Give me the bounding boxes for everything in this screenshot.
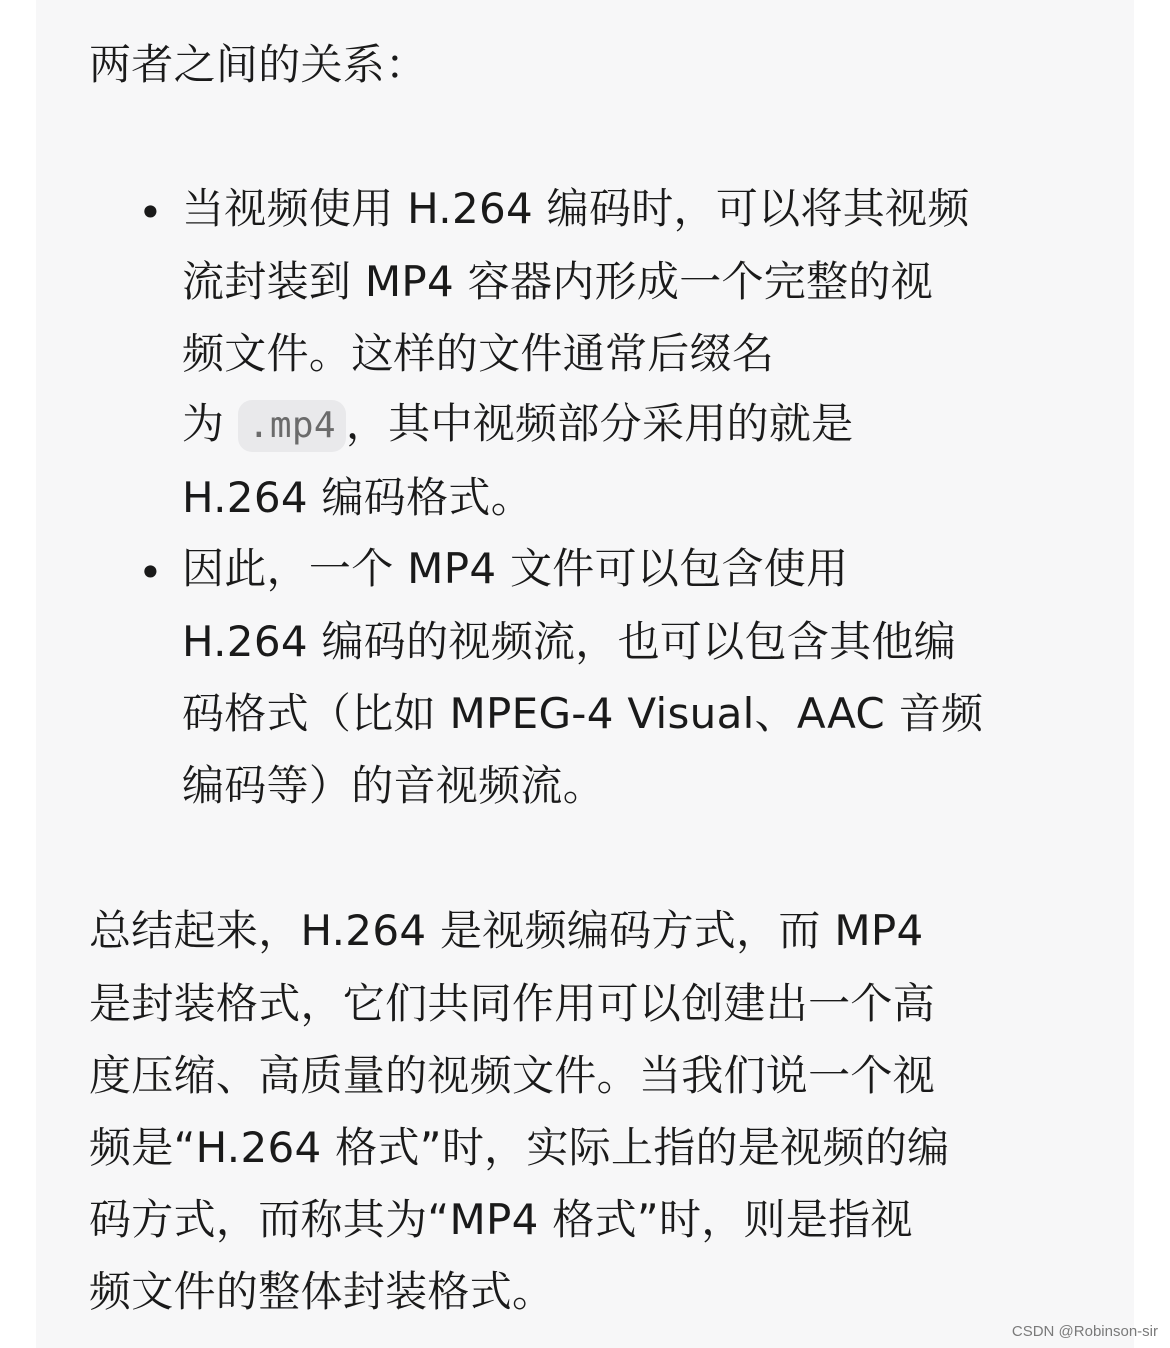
bullet-1-line-4-prefix: 为 bbox=[182, 399, 238, 448]
bullet-marker: • bbox=[138, 548, 163, 597]
summary-line-3: 度压缩、高质量的视频文件。当我们说一个视 bbox=[89, 1051, 936, 1100]
bullet-2-line-4: 编码等）的音视频流。 bbox=[182, 761, 606, 810]
bullet-1-line-4-suffix: ，其中视频部分采用的就是 bbox=[345, 399, 854, 448]
summary-line-1: 总结起来，H.264 是视频编码方式，而 MP4 bbox=[89, 906, 924, 955]
message-card bbox=[36, 0, 1134, 1348]
csdn-watermark: CSDN @Robinson-sir bbox=[1011, 1323, 1158, 1340]
bullet-2-line-2: H.264 编码的视频流，也可以包含其他编 bbox=[182, 617, 957, 666]
inline-code: .mp4 bbox=[238, 400, 346, 452]
bullet-1-line-3: 频文件。这样的文件通常后缀名 bbox=[182, 329, 775, 378]
intro-text: 两者之间的关系： bbox=[89, 40, 428, 89]
bullet-1-line-4 bbox=[182, 399, 853, 452]
bullet-marker: • bbox=[138, 188, 163, 237]
summary-line-4: 频是“H.264 格式”时，实际上指的是视频的编 bbox=[89, 1123, 950, 1172]
summary-line-6: 频文件的整体封装格式。 bbox=[89, 1267, 555, 1316]
summary-line-2: 是封装格式，它们共同作用可以创建出一个高 bbox=[89, 979, 936, 1028]
bullet-2-line-3: 码格式（比如 MPEG-4 Visual、AAC 音频 bbox=[182, 689, 984, 738]
bullet-1-line-5: H.264 编码格式。 bbox=[182, 473, 534, 522]
bullet-1-line-2: 流封装到 MP4 容器内形成一个完整的视 bbox=[182, 257, 933, 306]
bullet-1-line-1: 当视频使用 H.264 编码时，可以将其视频 bbox=[182, 184, 970, 233]
bullet-2-line-1: 因此，一个 MP4 文件可以包含使用 bbox=[182, 544, 849, 593]
summary-line-5: 码方式，而称其为“MP4 格式”时，则是指视 bbox=[89, 1195, 913, 1244]
